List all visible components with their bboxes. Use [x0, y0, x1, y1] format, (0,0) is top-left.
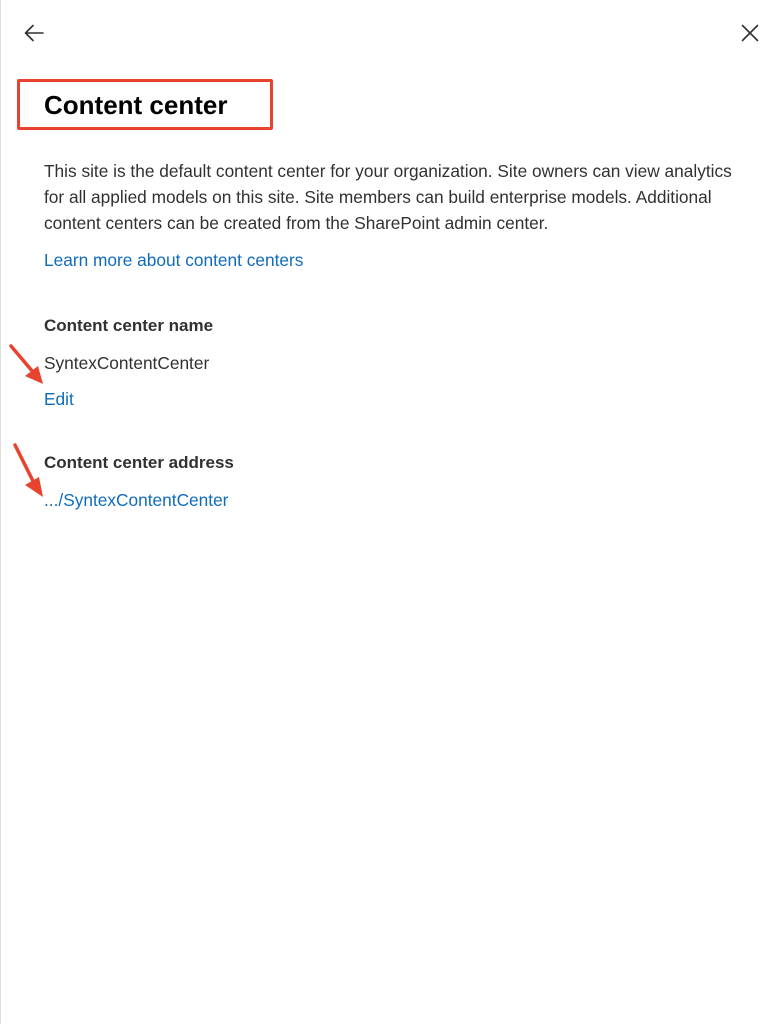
description-text: This site is the default content center for your organization. Site owners can view analytics for all applied models on this site. Site members can build enterprise models. Additional content centers can be created from the SharePoint admin center. [44, 161, 732, 233]
close-button[interactable] [734, 17, 766, 49]
edit-name-link[interactable]: Edit [44, 389, 74, 409]
arrow-left-icon [22, 21, 46, 45]
annotation-arrow-icon [7, 342, 47, 388]
learn-more-link[interactable]: Learn more about content centers [44, 250, 304, 270]
content-center-name-label: Content center name [44, 316, 214, 335]
content-center-address-link[interactable]: .../SyntexContentCenter [44, 490, 229, 510]
close-icon [740, 23, 760, 43]
content-center-name-value: SyntexContentCenter [44, 353, 210, 373]
content-center-address-label: Content center address [44, 453, 234, 472]
page-title: Content center [44, 90, 228, 120]
back-button[interactable] [18, 17, 50, 49]
